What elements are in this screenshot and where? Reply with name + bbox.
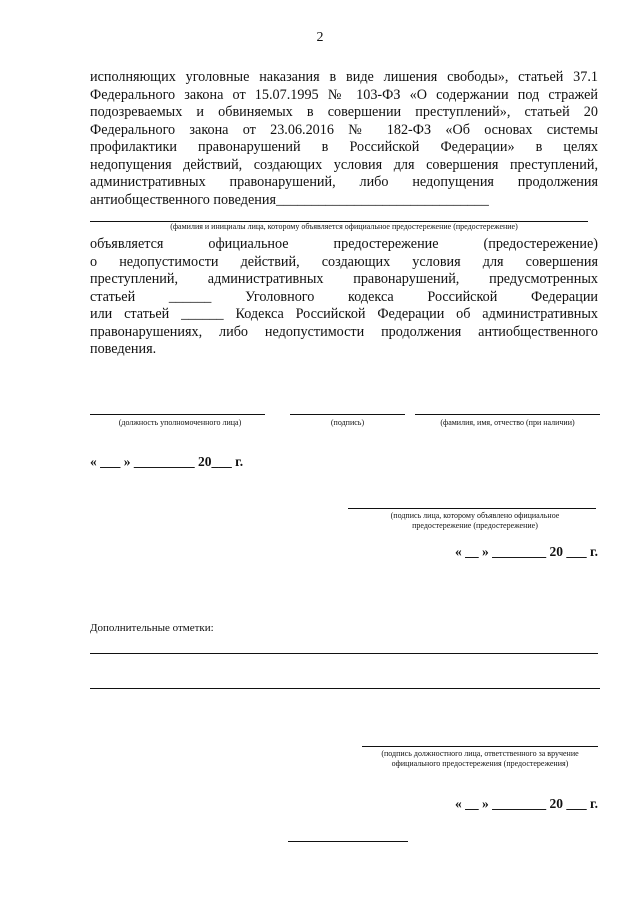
responsible-signature-line	[362, 746, 598, 747]
body-line: или статьей ______ Кодекса Российской Федерации об административных	[90, 306, 598, 322]
body-line: правонарушениях, либо недопустимости продолжения антиобщественного	[90, 323, 598, 340]
signature-caption: (подпись)	[330, 418, 365, 427]
body-line: исполняющих уголовные наказания в виде лишения свободы», статьей 37.1	[90, 69, 598, 85]
position-line	[90, 414, 265, 415]
body-line: преступлений, административных правонарушений, предусмотренных	[90, 271, 598, 287]
body-line: объявляется официальное предостережение (предостережение)	[90, 236, 598, 252]
body-line: поведения.	[90, 341, 157, 357]
page-number: 2	[316, 30, 324, 45]
official-date: « ___ » _________ 20___ г.	[90, 454, 244, 469]
responsible-caption: (подпись должностного лица, ответственного за вручение официального предостережения (предостережения)	[381, 749, 579, 768]
remarks-line	[90, 688, 600, 689]
recipient-signature-line	[348, 508, 596, 509]
signature-line	[290, 414, 405, 415]
recipient-date: « __ » ________ 20 ___ г.	[455, 544, 598, 559]
body-line: профилактики правонарушений в Российской Федерации» в целях	[90, 139, 598, 155]
full-name-line	[415, 414, 600, 415]
body-line: административных правонарушений, либо недопущения продолжения	[90, 174, 598, 190]
body-line: статьей ______ Уголовного кодекса Российской Федерации	[90, 288, 598, 305]
full-name-caption: (фамилия, имя, отчество (при наличии)	[440, 418, 575, 427]
body-line: антиобщественного поведения______________________________	[90, 191, 489, 208]
recipient-caption: (подпись лица, которому объявлено официальное предостережение (предостережение)	[390, 511, 560, 530]
person-name-caption: (фамилия и инициалы лица, которому объявляется официальное предостережение (предостережение)	[170, 222, 518, 231]
body-paragraph	[90, 69, 598, 209]
remarks-line	[90, 653, 598, 654]
end-separator	[288, 841, 408, 842]
additional-remarks-label: Дополнительные отметки:	[90, 622, 214, 634]
body-line: подозреваемых и обвиняемых в совершении преступлений», статьей 20	[90, 104, 598, 120]
body-line: Федерального закона от 23.06.2016 № 182-ФЗ «Об основах системы	[90, 121, 598, 138]
body-line: Федерального закона от 15.07.1995 № 103-ФЗ «О содержании под стражей	[90, 86, 598, 103]
body-line: о недопустимости действий, создающих условия для совершения	[90, 253, 598, 270]
responsible-date: « __ » ________ 20 ___ г.	[455, 796, 598, 811]
position-caption: (должность уполномоченного лица)	[118, 418, 242, 427]
announcement-paragraph	[90, 236, 598, 359]
body-line: недопущения действий, создающих условия для совершения преступлений,	[90, 156, 598, 173]
